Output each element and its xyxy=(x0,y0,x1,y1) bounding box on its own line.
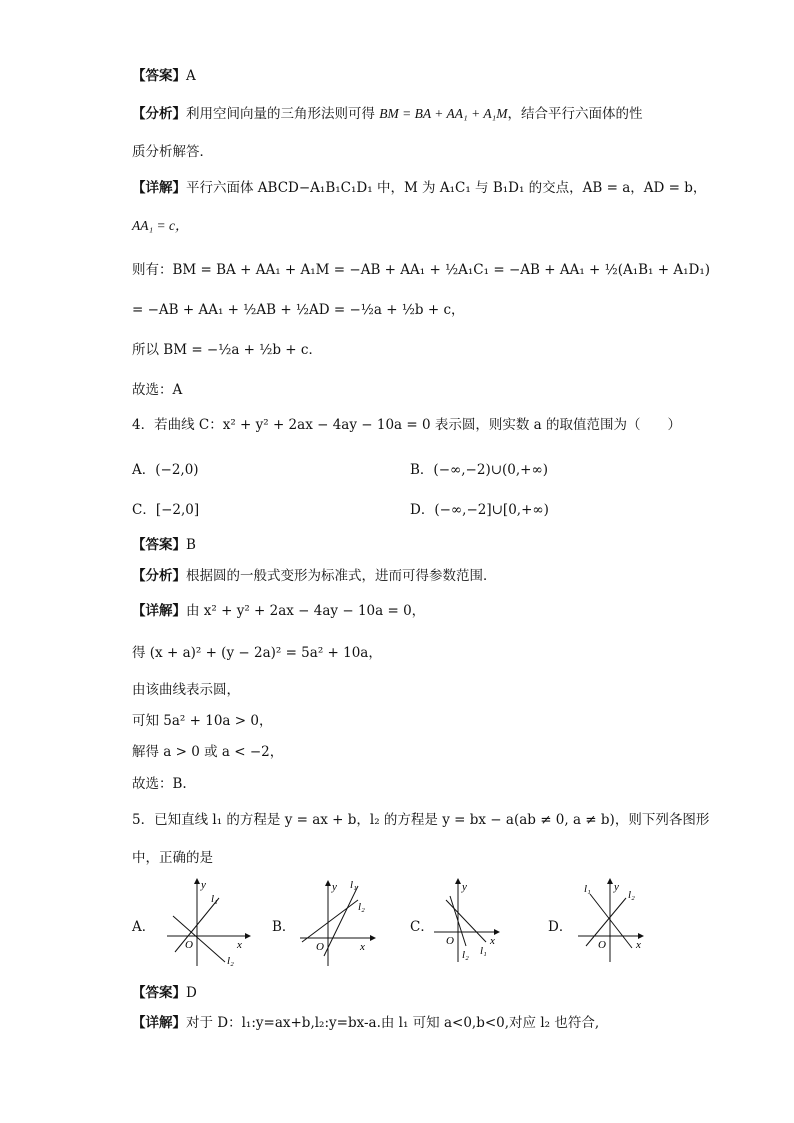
line-l2-label: l₂ xyxy=(628,889,635,901)
analysis-text-end: 质分析解答． xyxy=(132,144,213,160)
axis-y-label: y xyxy=(201,879,206,891)
question-stem: 5．已知直线 l₁ 的方程是 y = ax + b，l₂ 的方程是 y = bx − a(ab ≠ 0, a ≠ b)，则下列各图形 xyxy=(132,812,710,828)
detail-text: 平行六面体 ABCD−A₁B₁C₁D₁ 中，M 为 A₁C₁ 与 B₁D₁ 的交点，AB = a，AD = b， xyxy=(186,180,707,196)
option-label: D． xyxy=(410,502,435,518)
option-label: B． xyxy=(410,462,434,478)
q4-answer-line xyxy=(132,535,196,555)
detail-text: 可知 5a² + 10a > 0， xyxy=(132,713,273,729)
detail-tag: 【详解】 xyxy=(132,1015,186,1031)
analysis-text: 利用空间向量的三角形法则可得 xyxy=(186,106,375,122)
q4-analysis-line xyxy=(132,566,497,586)
q4-detail-line xyxy=(132,601,425,621)
detail-text-2: AA₁ = c， xyxy=(132,218,189,233)
origin-label: O xyxy=(185,939,193,951)
detail-tag: 【详解】 xyxy=(132,180,186,196)
option-value: (−∞,−2)∪(0,+∞) xyxy=(433,462,548,478)
figure-d xyxy=(576,876,648,968)
option-value: [−2,0] xyxy=(155,502,200,518)
line-l1-label: l₁ xyxy=(350,879,357,891)
q5-answer-line xyxy=(132,983,197,1003)
q5-detail-line xyxy=(132,1013,599,1033)
q4-choice xyxy=(132,774,187,794)
figure-b-label: B． xyxy=(272,919,296,935)
q3-choice xyxy=(132,380,182,400)
q3-derive-2 xyxy=(132,300,465,320)
figure-d-label: D． xyxy=(548,919,573,935)
detail-text: 解得 a > 0 或 a < −2， xyxy=(132,744,284,760)
answer-tag: 【答案】 xyxy=(132,537,186,553)
analysis-tag: 【分析】 xyxy=(132,106,186,122)
option-value: (−∞,−2]∪[0,+∞) xyxy=(434,502,549,518)
q4-detail-line-4 xyxy=(132,711,272,731)
q4-option-b xyxy=(410,458,548,478)
line-l2-label: l₂ xyxy=(227,955,234,967)
figure-a xyxy=(163,876,253,968)
origin-label: O xyxy=(316,941,324,953)
q4-detail-line-5 xyxy=(132,742,283,762)
axis-y-label: y xyxy=(332,881,337,893)
derive-step-2: = −AB + AA₁ + ½AB + ½AD = −½a + ½b + c， xyxy=(132,302,465,318)
line-l1-label: l₁ xyxy=(211,893,218,905)
axis-x-label: x xyxy=(490,935,495,947)
axis-x-label: x xyxy=(360,941,365,953)
figure-b xyxy=(298,876,378,968)
detail-text: 由该曲线表示圆， xyxy=(132,682,240,698)
option-label: A． xyxy=(132,462,156,478)
analysis-tag: 【分析】 xyxy=(132,568,186,584)
q4-option-d xyxy=(410,498,549,518)
answer-tag: 【答案】 xyxy=(132,985,186,1001)
analysis-text: 根据圆的一般式变形为标准式，进而可得参数范围． xyxy=(186,568,497,584)
question-stem: 4．若曲线 C：x² + y² + 2ax − 4ay − 10a = 0 表示圆，则实数 a 的取值范围为（ ） xyxy=(132,417,681,433)
axis-x-label: x xyxy=(636,939,641,951)
axis-y-label: y xyxy=(462,881,467,893)
choice-text: 故选：B. xyxy=(132,776,187,792)
answer-value: A xyxy=(186,68,196,84)
option-label: C． xyxy=(132,502,156,518)
q3-answer-line xyxy=(132,66,196,86)
origin-label: O xyxy=(598,939,606,951)
axis-y-label: y xyxy=(614,881,619,893)
choice-text: 故选：A xyxy=(132,382,183,398)
answer-value: B xyxy=(186,537,196,553)
q4-detail-line-3 xyxy=(132,680,240,700)
line-l1-label: l₁ xyxy=(480,945,487,957)
detail-text: 得 (x + a)² + (y − 2a)² = 5a² + 10a， xyxy=(132,645,382,661)
q3-derive-3 xyxy=(132,340,322,360)
detail-tag: 【详解】 xyxy=(132,603,186,619)
axis-x-label: x xyxy=(237,939,242,951)
figure-a-label: A． xyxy=(132,919,156,935)
line-l2-label: l₂ xyxy=(358,901,365,913)
q5-stem-2 xyxy=(132,848,213,868)
option-value: (−2,0) xyxy=(155,462,199,478)
q4-option-c xyxy=(132,498,199,518)
q3-analysis-line-2 xyxy=(132,142,213,162)
analysis-formula: BM = BA + AA₁ + A₁M xyxy=(379,106,508,121)
origin-label: O xyxy=(446,935,454,947)
q3-detail-line xyxy=(132,178,706,198)
answer-tag: 【答案】 xyxy=(132,68,186,84)
derive-step-1: 则有：BM = BA + AA₁ + A₁M = −AB + AA₁ + ½A₁C₁ = −AB + AA₁ + ½(A₁B₁ + A₁D₁) xyxy=(132,262,711,278)
q3-detail-line-2 xyxy=(132,216,189,236)
q5-stem xyxy=(132,810,709,830)
derive-step-3: 所以 BM = −½a + ½b + c． xyxy=(132,342,322,358)
analysis-text-cont: ，结合平行六面体的性 xyxy=(507,106,643,122)
answer-value: D xyxy=(186,985,197,1001)
line-l2-label: l₂ xyxy=(462,949,469,961)
question-stem-cont: 中，正确的是 xyxy=(132,850,213,866)
figure-c-label: C． xyxy=(410,919,434,935)
detail-text: 由 x² + y² + 2ax − 4ay − 10a = 0， xyxy=(186,603,426,619)
q3-analysis-line xyxy=(132,104,643,124)
q4-option-a xyxy=(132,458,199,478)
detail-text: 对于 D：l₁:y=ax+b,l₂:y=bx-a.由 l₁ 可知 a<0,b<0,对应 l₂ 也符合, xyxy=(186,1015,600,1031)
q4-stem xyxy=(132,415,681,435)
q3-derive-1 xyxy=(132,260,710,280)
line-l1-label: l₁ xyxy=(584,883,591,895)
q4-detail-line-2 xyxy=(132,643,382,663)
figure-c xyxy=(432,876,504,968)
